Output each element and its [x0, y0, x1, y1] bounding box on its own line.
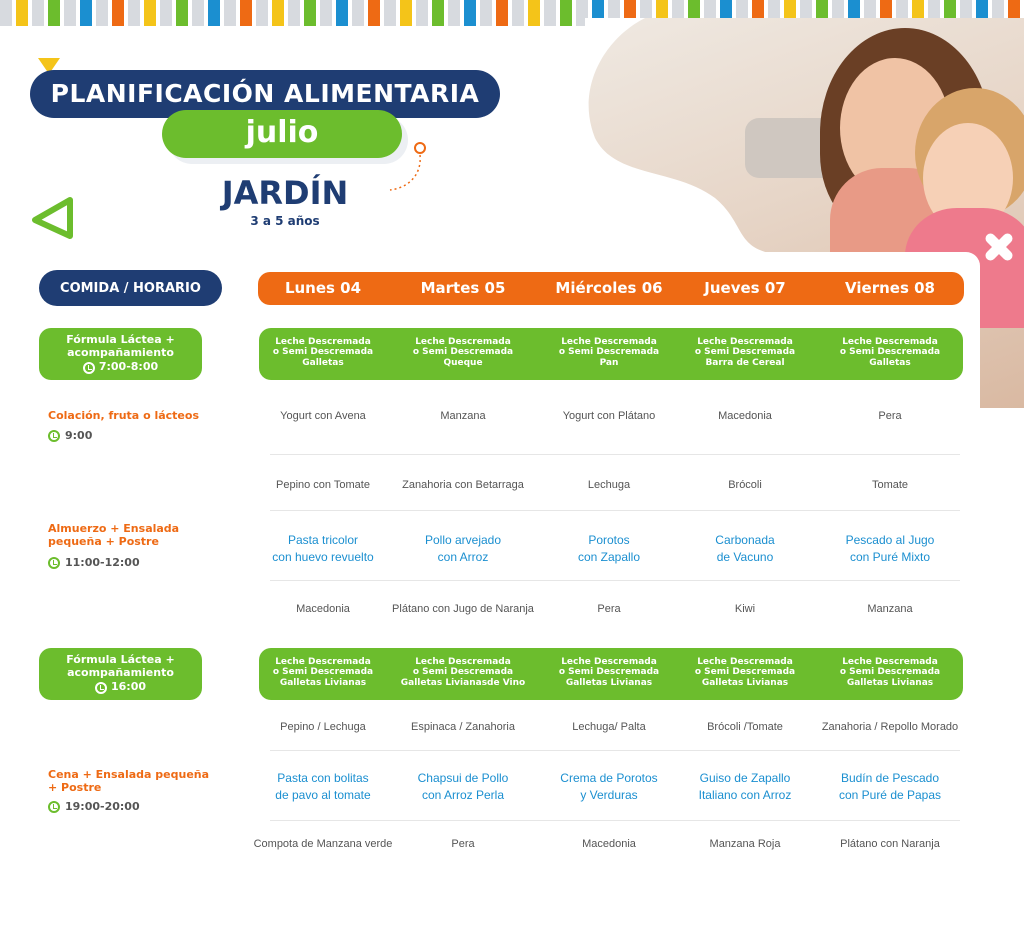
lunch-main-1: Pollo arvejado con Arroz	[424, 533, 502, 564]
breakfast-item-2: Leche Descremada o Semi Descremada Pan	[558, 337, 660, 368]
clock-icon	[95, 682, 107, 694]
clock-icon	[48, 801, 60, 813]
row-divider	[270, 750, 960, 751]
page-title: PLANIFICACIÓN ALIMENTARIA	[30, 70, 500, 118]
dinner-time-text: 19:00-20:00	[65, 800, 140, 813]
lunch-salad-3: Brócoli	[728, 479, 762, 491]
breakfast-label: Fórmula Láctea + acompañamiento	[66, 333, 175, 359]
afternoon-item-0: Leche Descremada o Semi Descremada Galletas Livianas	[272, 657, 374, 688]
lunch-main-0: Pasta tricolor con huevo revuelto	[272, 533, 374, 564]
dinner-salad-1: Espinaca / Zanahoria	[411, 721, 515, 733]
lunch-dessert-2: Pera	[597, 603, 621, 615]
green-triangle-icon	[30, 196, 76, 242]
breakfast-item-3: Leche Descremada o Semi Descremada Barra de Cereal	[694, 337, 796, 368]
snack-item-1: Manzana	[440, 410, 486, 422]
lunch-dessert-0: Macedonia	[296, 603, 350, 615]
afternoon-label-pill	[39, 648, 202, 700]
dinner-salad-3: Brócoli /Tomate	[707, 721, 783, 733]
level-title: JARDÍN	[221, 174, 349, 212]
clock-icon	[48, 430, 60, 442]
column-header-meal-time: COMIDA / HORARIO	[39, 270, 222, 306]
breakfast-item-0: Leche Descremada o Semi Descremada Galletas	[272, 337, 374, 368]
lunch-main-4: Pescado al Jugo con Puré Mixto	[845, 533, 935, 564]
breakfast-time	[83, 361, 158, 374]
breakfast-item-1: Leche Descremada o Semi Descremada Queque	[412, 337, 514, 368]
dinner-main-1: Chapsui de Pollo con Arroz Perla	[417, 771, 509, 802]
row-divider	[270, 510, 960, 511]
close-icon[interactable]	[982, 230, 1016, 264]
clock-icon	[83, 362, 95, 374]
clock-icon	[48, 557, 60, 569]
afternoon-item-3: Leche Descremada o Semi Descremada Galletas Livianas	[694, 657, 796, 688]
lunch-dessert-4: Manzana	[867, 603, 913, 615]
breakfast-item-4: Leche Descremada o Semi Descremada Galletas	[839, 337, 941, 368]
snack-time	[48, 429, 92, 442]
dotted-curve-icon	[388, 140, 428, 196]
dinner-label: Cena + Ensalada pequeña + Postre	[48, 768, 210, 794]
afternoon-item-2: Leche Descremada o Semi Descremada Galletas Livianas	[558, 657, 660, 688]
month-badge: julio	[162, 110, 402, 158]
lunch-time	[48, 556, 140, 569]
dinner-dessert-1: Pera	[451, 838, 475, 850]
afternoon-time-text: 16:00	[110, 680, 146, 694]
afternoon-time	[95, 681, 146, 694]
afternoon-label: Fórmula Láctea + acompañamiento	[66, 653, 175, 679]
day-header-4: Viernes 08	[845, 279, 935, 297]
snack-item-3: Macedonia	[718, 410, 772, 422]
dinner-salad-2: Lechuga/ Palta	[572, 721, 646, 733]
dinner-main-3: Guiso de Zapallo Italiano con Arroz	[698, 771, 792, 802]
dinner-time	[48, 800, 140, 813]
dinner-main-2: Crema de Porotos y Verduras	[560, 771, 658, 802]
dinner-dessert-4: Plátano con Naranja	[840, 838, 940, 850]
lunch-salad-2: Lechuga	[587, 479, 631, 491]
dinner-salad-0: Pepino / Lechuga	[280, 721, 366, 733]
lunch-dessert-1: Plátano con Jugo de Naranja	[392, 603, 534, 615]
snack-label: Colación, fruta o lácteos	[48, 409, 199, 422]
snack-item-4: Pera	[878, 410, 902, 422]
lunch-main-3: Carbonada de Vacuno	[715, 533, 775, 564]
lunch-salad-1: Zanahoria con Betarraga	[402, 479, 524, 491]
lunch-time-text: 11:00-12:00	[65, 556, 140, 569]
lunch-main-2: Porotos con Zapallo	[577, 533, 641, 564]
lunch-label: Almuerzo + Ensalada pequeña + Postre	[48, 522, 180, 548]
dinner-dessert-3: Manzana Roja	[709, 838, 781, 850]
row-divider	[270, 454, 960, 455]
dinner-salad-4: Zanahoria / Repollo Morado	[821, 721, 959, 733]
breakfast-time-text: 7:00-8:00	[98, 360, 159, 374]
row-divider	[270, 580, 960, 581]
day-header-3: Jueves 07	[704, 279, 786, 297]
lunch-salad-4: Tomate	[871, 479, 909, 491]
row-divider	[270, 820, 960, 821]
lunch-salad-0: Pepino con Tomate	[276, 479, 370, 491]
age-range: 3 a 5 años	[250, 214, 320, 228]
day-header-1: Martes 05	[420, 279, 506, 297]
dinner-main-4: Budín de Pescado con Puré de Papas	[838, 771, 942, 802]
dinner-dessert-0: Compota de Manzana verde	[253, 838, 393, 850]
afternoon-item-1: Leche Descremada o Semi Descremada Galletas Livianasde Vino	[400, 657, 526, 688]
day-header-0: Lunes 04	[284, 279, 362, 297]
breakfast-label-pill	[39, 328, 202, 380]
day-header-2: Miércoles 06	[555, 279, 663, 297]
dinner-dessert-2: Macedonia	[582, 838, 636, 850]
afternoon-item-4: Leche Descremada o Semi Descremada Galletas Livianas	[839, 657, 941, 688]
snack-time-text: 9:00	[65, 429, 93, 442]
dinner-main-0: Pasta con bolitas de pavo al tomate	[275, 771, 371, 802]
snack-item-0: Yogurt con Avena	[280, 410, 366, 422]
snack-item-2: Yogurt con Plátano	[562, 410, 656, 422]
lunch-dessert-3: Kiwi	[734, 603, 756, 615]
